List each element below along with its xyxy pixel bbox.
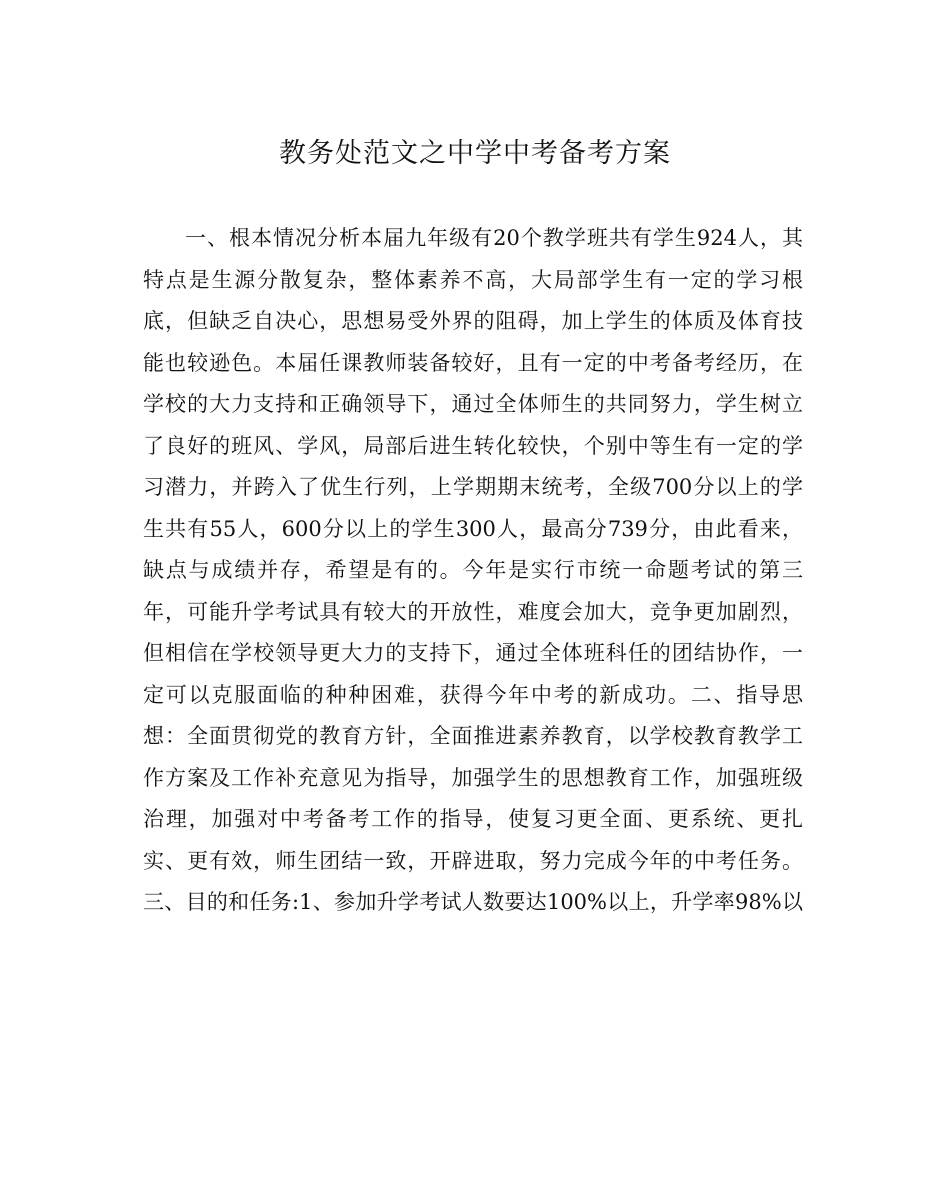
document-body	[143, 218, 803, 924]
body-line: 一、根本情况分析本届九年级有20个教学班共有学生924人，其	[185, 226, 803, 250]
body-line: 实、更有效，师生团结一致，开辟进取，努力完成今年的中考任务。	[143, 848, 803, 873]
body-line: 生共有55人，600分以上的学生300人，最高分739分，由此看来，	[143, 516, 803, 541]
body-line: 治理，加强对中考备考工作的指导，使复习更全面、更系统、更扎	[143, 807, 803, 831]
body-line: 三、目的和任务:1、参加升学考试人数要达100%以上，升学率98%以	[143, 890, 803, 914]
body-line: 底，但缺乏自决心，思想易受外界的阻碍，加上学生的体质及体育技	[143, 309, 803, 333]
body-line: 定可以克服面临的种种困难，获得今年中考的新成功。二、指导思	[143, 682, 803, 707]
body-line: 特点是生源分散复杂，整体素养不高，大局部学生有一定的学习根	[143, 267, 803, 292]
body-line: 能也较逊色。本届任课教师装备较好，且有一定的中考备考经历，在	[143, 350, 803, 375]
body-line: 缺点与成绩并存，希望是有的。今年是实行市统一命题考试的第三	[143, 558, 803, 582]
document-title: 教务处范文之中学中考备考方案	[279, 138, 671, 169]
body-line: 学校的大力支持和正确领导下，通过全体师生的共同努力，学生树立	[143, 392, 803, 416]
body-line: 想：全面贯彻党的教育方针，全面推进素养教育，以学校教育教学工	[143, 724, 803, 748]
body-line: 年，可能升学考试具有较大的开放性，难度会加大，竞争更加剧烈，	[143, 599, 803, 624]
body-line: 作方案及工作补充意见为指导，加强学生的思想教育工作，加强班级	[143, 765, 803, 790]
body-line: 习潜力，并跨入了优生行列，上学期期末统考，全级700分以上的学	[143, 475, 803, 499]
body-line: 但相信在学校领导更大力的支持下，通过全体班科任的团结协作，一	[143, 641, 803, 665]
body-line: 了良好的班风、学风，局部后进生转化较快，个别中等生有一定的学	[143, 433, 803, 458]
